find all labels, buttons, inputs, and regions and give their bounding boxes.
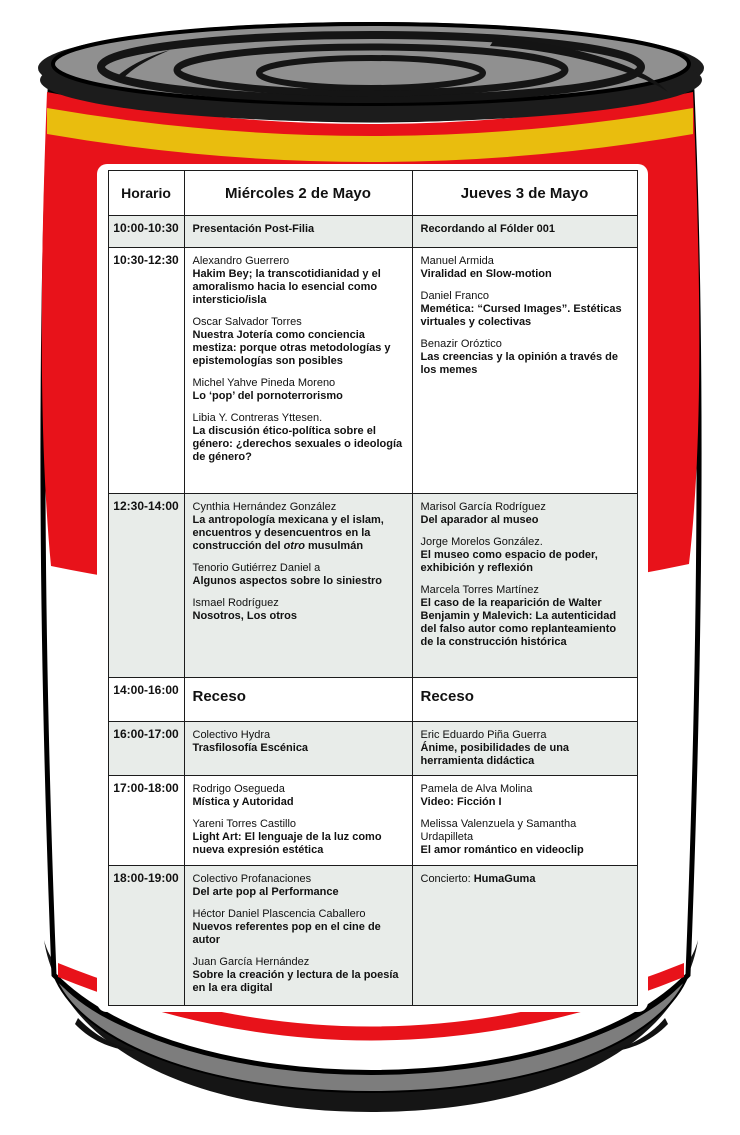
schedule-cell [412,216,637,248]
entry-title: Del arte pop al Performance [192,886,339,898]
schedule-table [108,170,638,1006]
schedule-entry [193,873,404,899]
schedule-entry [421,873,629,886]
schedule-cell [184,248,412,494]
time-cell: 18:00-19:00 [108,866,184,1006]
entry-title: Trasfilosofía Escénica [192,742,309,754]
schedule-entry [421,255,629,281]
schedule-cell [412,678,637,722]
schedule-row [108,216,637,248]
entry-title: El museo como espacio de poder, exhibición y reflexión [420,549,598,574]
entry-title: La discusión ético-política sobre el género: ¿derechos sexuales o ideología de género? [192,425,403,463]
entry-speaker: Tenorio Gutiérrez Daniel a [192,562,321,574]
entry-title: Video: Ficción I [420,796,502,808]
entry-title: La antropología mexicana y el islam, encuentros y desencuentros en la construcción del otro musulmán [192,514,384,552]
entry-prefix: Concierto: [420,873,474,885]
schedule-entry [193,255,404,307]
entry-speaker: Daniel Franco [420,290,489,302]
schedule-entry [421,818,629,857]
time-cell: 14:00-16:00 [108,678,184,722]
schedule-cell [412,722,637,776]
schedule-entry [193,562,404,588]
entry-title: Recordando al Fólder 001 [420,223,555,235]
entry-speaker: Pamela de Alva Molina [420,783,533,795]
entry-speaker: Eric Eduardo Piña Guerra [420,729,547,741]
entry-speaker: Juan García Hernández [192,956,310,968]
schedule-entry [193,818,404,857]
schedule-entry [193,597,404,623]
schedule-entry [193,783,404,809]
schedule-entry [421,223,629,236]
entry-title: Lo ‘pop’ del pornoterrorismo [192,390,343,402]
schedule-cell [412,776,637,866]
schedule-entry [421,338,629,377]
entry-speaker: Marisol García Rodríguez [420,501,546,513]
entry-title: El caso de la reaparición de Walter Benjamin y Malevich: La autenticidad del falso autor como replanteamiento de la construcción histórica [420,597,617,648]
entry-title: Viralidad en Slow-motion [420,268,552,280]
entry-speaker: Marcela Torres Martínez [420,584,539,596]
entry-title: El amor romántico en videoclip [420,844,584,856]
schedule-cell [184,866,412,1006]
entry-speaker: Michel Yahve Pineda Moreno [192,377,336,389]
entry-speaker: Colectivo Profanaciones [192,873,312,885]
schedule-cell [184,494,412,678]
entry-title: Nuevos referentes pop en el cine de autor [192,921,381,946]
schedule-row [108,776,637,866]
entry-speaker: Oscar Salvador Torres [192,316,302,328]
schedule-entry [193,377,404,403]
entry-title: Del aparador al museo [420,514,539,526]
entry-title: Light Art: El lenguaje de la luz como nueva expresión estética [192,831,382,856]
entry-title: Hakim Bey; la transcotidianidad y el amoralismo hacia lo esencial como intersticio/isla [192,268,381,306]
schedule-entry [193,223,404,236]
schedule-entry [421,584,629,649]
schedule-entry [421,290,629,329]
schedule-entry [421,501,629,527]
schedule-entry [193,685,404,705]
schedule-cell [184,776,412,866]
entry-speaker: Alexandro Guerrero [192,255,290,267]
schedule-row [108,494,637,678]
schedule-cell [184,722,412,776]
schedule-entry [421,783,629,809]
schedule-entry [421,729,629,768]
entry-title: Mística y Autoridad [192,796,294,808]
entry-speaker: Ismael Rodríguez [192,597,279,609]
entry-title: Receso [420,688,474,705]
entry-title: Memética: “Cursed Images”. Estéticas virtuales y colectivas [420,303,622,328]
schedule-entry [193,316,404,368]
entry-speaker: Benazir Oróztico [420,338,502,350]
schedule-header-row [108,171,637,216]
entry-title: Presentación Post-Filia [192,223,315,235]
schedule-label-panel [97,164,648,1012]
schedule-row [108,866,637,1006]
column-header-horario: Horario [108,171,184,216]
entry-title: Nosotros, Los otros [192,610,298,622]
time-cell: 10:00-10:30 [108,216,184,248]
schedule-cell [412,494,637,678]
entry-title: Ánime, posibilidades de una herramienta didáctica [420,742,570,767]
schedule-cell [412,866,637,1006]
time-cell: 12:30-14:00 [108,494,184,678]
entry-title: Receso [192,688,246,705]
schedule-cell [184,216,412,248]
entry-speaker: Manuel Armida [420,255,494,267]
entry-speaker: Yareni Torres Castillo [192,818,297,830]
entry-speaker: Colectivo Hydra [192,729,271,741]
schedule-row [108,678,637,722]
schedule-entry [193,501,404,553]
schedule-entry [421,685,629,705]
entry-speaker: Melissa Valenzuela y Samantha Urdapilleta [420,818,577,843]
entry-title: Nuestra Jotería como conciencia mestiza: porque otras metodologías y epistemologías son posibles [192,329,391,367]
entry-title: Concierto: HumaGuma [420,873,536,885]
schedule-entry [421,536,629,575]
schedule-entry [193,729,404,755]
entry-speaker: Jorge Morelos González. [420,536,543,548]
schedule-cell [184,678,412,722]
entry-speaker: Libia Y. Contreras Yttesen. [192,412,323,424]
entry-speaker: Héctor Daniel Plascencia Caballero [192,908,366,920]
column-header-thursday: Jueves 3 de Mayo [412,171,637,216]
entry-title: Las creencias y la opinión a través de los memes [420,351,618,376]
entry-title: Algunos aspectos sobre lo siniestro [192,575,382,587]
entry-speaker: Rodrigo Osegueda [192,783,285,795]
entry-speaker: Cynthia Hernández González [192,501,337,513]
column-header-wednesday: Miércoles 2 de Mayo [184,171,412,216]
schedule-entry [193,908,404,947]
schedule-entry [193,412,404,464]
entry-title: Sobre la creación y lectura de la poesía en la era digital [192,969,399,994]
can-lid [38,22,704,122]
schedule-row [108,722,637,776]
time-cell: 16:00-17:00 [108,722,184,776]
schedule-body [108,216,637,1006]
schedule-cell [412,248,637,494]
time-cell: 17:00-18:00 [108,776,184,866]
time-cell: 10:30-12:30 [108,248,184,494]
schedule-row [108,248,637,494]
schedule-entry [193,956,404,995]
